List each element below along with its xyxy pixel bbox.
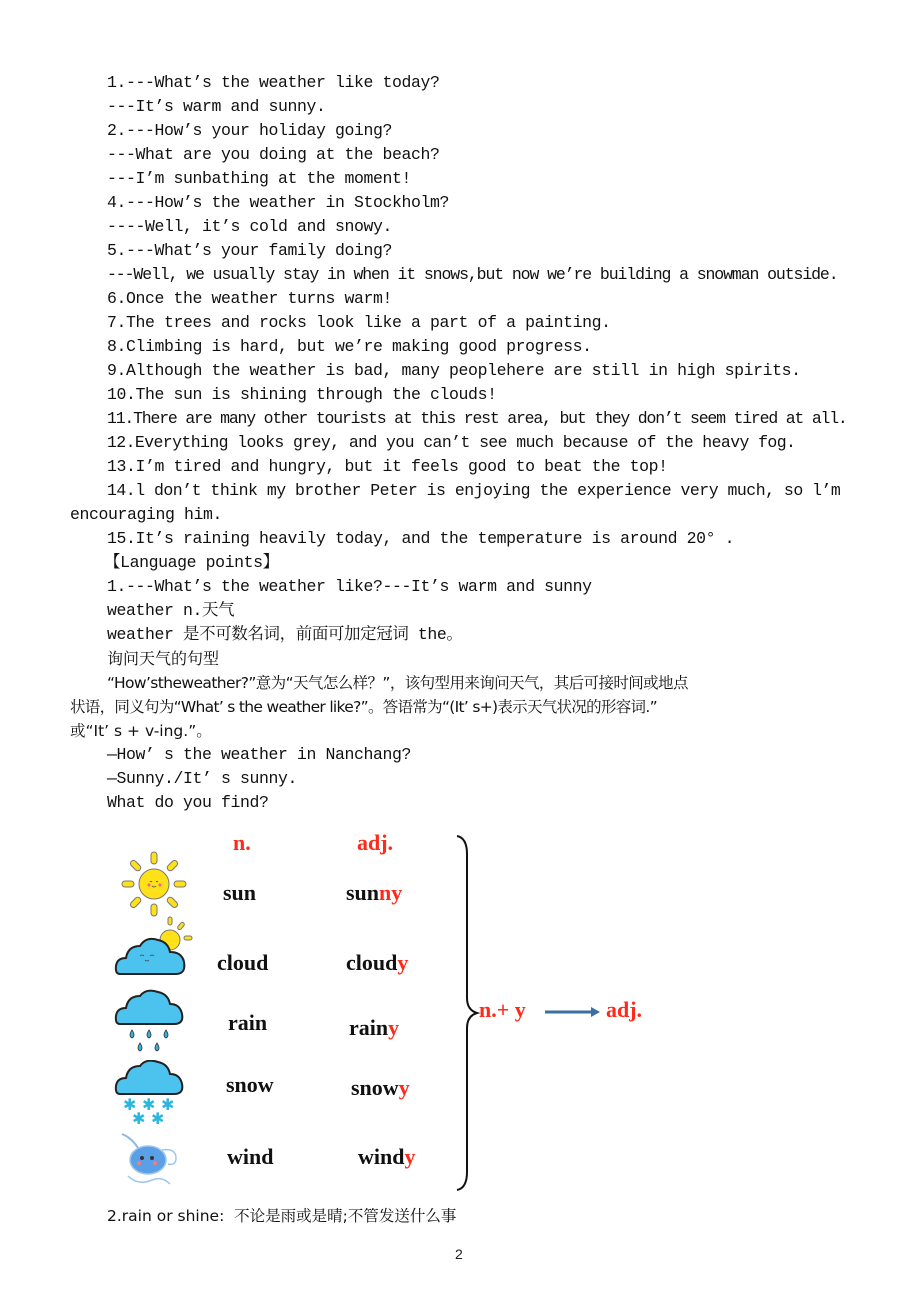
- snow-cloud-icon: [114, 1060, 186, 1126]
- text-line: ---It’s warm and sunny.: [107, 97, 326, 116]
- text-line: 1.---What’s the weather like?---It’s warm and sunny: [107, 577, 592, 596]
- rain-cloud-icon: [114, 988, 186, 1056]
- wind-icon: [118, 1128, 182, 1190]
- adj-rainy: rainy: [349, 1015, 400, 1040]
- text-line: ---I’m sunbathing at the moment!: [107, 169, 412, 188]
- cloud-sun-icon: [114, 916, 194, 978]
- text-line: 2.---How’s your holiday going?: [107, 121, 393, 140]
- text-line: 15.It’s raining heavily today, and the temperature is around 20° .: [107, 529, 735, 548]
- adj-snowy: snowy: [351, 1075, 410, 1100]
- text-line: 4.---How’s the weather in Stockholm?: [107, 193, 450, 212]
- text-line: 1.---What’s the weather like today?: [107, 73, 440, 92]
- text-line: 14.l don’t think my brother Peter is enjoying the experience very much, so l’m: [107, 481, 841, 500]
- rule-adj: adj.: [606, 997, 643, 1022]
- text-line: 12.Everything looks grey, and you can’t see much because of the heavy fog.: [107, 433, 796, 452]
- noun-rain: rain: [228, 1010, 268, 1035]
- text-line: 7.The trees and rocks look like a part of a painting.: [107, 313, 611, 332]
- page-number: 2: [455, 1246, 463, 1262]
- text-line: ---Well, we usually stay in when it snows,but now we’re building a snowman outside.: [107, 265, 838, 284]
- text-line: weather n.天气: [107, 601, 235, 620]
- text-line: 11.There are many other tourists at this rest area, but they don’t seem tired at all.: [107, 409, 847, 428]
- noun-sun: sun: [223, 880, 257, 905]
- text-line: ----Well, it’s cold and snowy.: [107, 217, 393, 236]
- sun-icon: [120, 850, 188, 918]
- rule-noun-plus-y: n.+ y: [479, 997, 526, 1022]
- text-line: 5.---What’s your family doing?: [107, 241, 393, 260]
- text-line: —How’ s the weather in Nanchang?: [107, 745, 412, 764]
- noun-cloud: cloud: [217, 950, 269, 975]
- text-line: 8.Climbing is hard, but we’re making good progress.: [107, 337, 592, 356]
- text-line: 询问天气的句型: [107, 649, 220, 668]
- text-line: 6.Once the weather turns warm!: [107, 289, 393, 308]
- header-adj: adj.: [357, 830, 394, 855]
- svg-text:✱: ✱: [151, 1109, 165, 1126]
- text-line: weather 是不可数名词，前面可加定冠词 the。: [107, 625, 463, 644]
- text-line: 10.The sun is shining through the clouds!: [107, 385, 497, 404]
- text-line: 9.Although the weather is bad, many peoplehere are still in high spirits.: [107, 361, 801, 380]
- text-line: —Sunny./It’ s sunny.: [107, 769, 298, 788]
- svg-text:✱: ✱: [142, 1095, 156, 1114]
- noun-snow: snow: [226, 1072, 274, 1097]
- adj-sunny: sunny: [346, 880, 403, 905]
- svg-text:✱: ✱: [161, 1095, 175, 1114]
- section-heading: 【Language points】: [104, 553, 279, 572]
- noun-wind: wind: [227, 1144, 274, 1169]
- svg-text:✱: ✱: [132, 1109, 146, 1126]
- text-line: 或“It’ s + v-ing.”。: [70, 722, 212, 740]
- adj-windy: windy: [358, 1144, 416, 1169]
- arrow-right-icon: [545, 1005, 601, 1019]
- text-line: ---What are you doing at the beach?: [107, 145, 440, 164]
- text-line: 13.I’m tired and hungry, but it feels good to beat the top!: [107, 457, 668, 476]
- text-line: 2.rain or shine: 不论是雨或是晴;不管发送什么事: [107, 1207, 457, 1225]
- header-noun: n.: [233, 830, 251, 855]
- svg-text:✱: ✱: [123, 1095, 137, 1114]
- text-line: What do you find?: [107, 793, 269, 812]
- adj-cloudy: cloudy: [346, 950, 409, 975]
- text-line: encouraging him.: [70, 505, 223, 524]
- text-line: 状语，同义句为“What’ s the weather like?”。答语常为“(It’ s+)表示天气状况的形容词.”: [70, 698, 657, 716]
- text-line: “How’stheweather?”意为“天气怎么样？”，该句型用来询问天气，其后可接时间或地点: [107, 674, 688, 692]
